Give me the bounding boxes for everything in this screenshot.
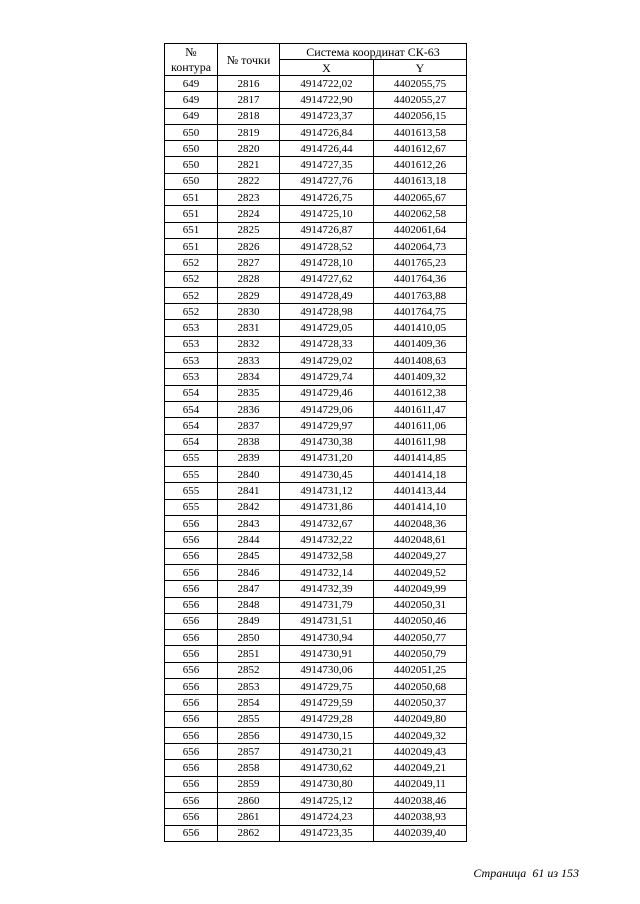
x-coordinate-cell: 4914727,35: [280, 157, 374, 173]
table-row: [165, 173, 467, 189]
x-coordinate-cell: 4914730,62: [280, 760, 374, 776]
coordinates-table: [164, 43, 467, 842]
x-coordinate-cell: 4914732,39: [280, 581, 374, 597]
table-row: [165, 678, 467, 694]
table-row: [165, 597, 467, 613]
point-number-cell: 2819: [218, 124, 280, 140]
table-row: [165, 320, 467, 336]
table-row: [165, 630, 467, 646]
x-coordinate-cell: 4914729,97: [280, 418, 374, 434]
point-number-cell: 2817: [218, 92, 280, 108]
x-header: X: [280, 60, 374, 76]
contour-number-cell: 652: [165, 287, 218, 303]
contour-number-cell: 652: [165, 255, 218, 271]
contour-number-cell: 656: [165, 727, 218, 743]
x-coordinate-cell: 4914730,38: [280, 434, 374, 450]
x-coordinate-cell: 4914729,75: [280, 678, 374, 694]
y-coordinate-cell: 4401409,32: [374, 369, 467, 385]
point-number-cell: 2849: [218, 613, 280, 629]
table-row: [165, 238, 467, 254]
x-coordinate-cell: 4914723,37: [280, 108, 374, 124]
contour-number-cell: 654: [165, 434, 218, 450]
contour-number-cell: 656: [165, 646, 218, 662]
table-row: [165, 450, 467, 466]
y-coordinate-cell: 4401612,67: [374, 141, 467, 157]
point-number-cell: 2858: [218, 760, 280, 776]
x-coordinate-cell: 4914726,44: [280, 141, 374, 157]
point-number-cell: 2840: [218, 467, 280, 483]
table-row: [165, 727, 467, 743]
x-coordinate-cell: 4914730,45: [280, 467, 374, 483]
table-row: [165, 548, 467, 564]
x-coordinate-cell: 4914728,52: [280, 238, 374, 254]
table-row: [165, 532, 467, 548]
y-coordinate-cell: 4402050,37: [374, 695, 467, 711]
point-number-cell: 2825: [218, 222, 280, 238]
y-coordinate-cell: 4401611,98: [374, 434, 467, 450]
y-coordinate-cell: 4401414,18: [374, 467, 467, 483]
y-coordinate-cell: 4402049,21: [374, 760, 467, 776]
point-number-cell: 2844: [218, 532, 280, 548]
table-row: [165, 516, 467, 532]
point-number-cell: 2827: [218, 255, 280, 271]
y-coordinate-cell: 4402050,31: [374, 597, 467, 613]
point-number-cell: 2848: [218, 597, 280, 613]
contour-number-cell: 656: [165, 776, 218, 792]
point-number-header: № точки: [218, 44, 280, 76]
y-coordinate-cell: 4402048,61: [374, 532, 467, 548]
point-number-cell: 2845: [218, 548, 280, 564]
table-row: [165, 255, 467, 271]
y-coordinate-cell: 4401409,36: [374, 336, 467, 352]
table-row: [165, 401, 467, 417]
page-number: 61: [532, 866, 545, 880]
x-coordinate-cell: 4914731,12: [280, 483, 374, 499]
contour-number-cell: 656: [165, 564, 218, 580]
point-number-cell: 2850: [218, 630, 280, 646]
contour-number-cell: 651: [165, 238, 218, 254]
point-number-cell: 2855: [218, 711, 280, 727]
table-row: [165, 613, 467, 629]
table-row: [165, 271, 467, 287]
point-number-cell: 2816: [218, 76, 280, 92]
table-row: [165, 809, 467, 825]
x-coordinate-cell: 4914727,62: [280, 271, 374, 287]
point-number-cell: 2852: [218, 662, 280, 678]
point-number-cell: 2854: [218, 695, 280, 711]
point-number-cell: 2837: [218, 418, 280, 434]
x-coordinate-cell: 4914732,58: [280, 548, 374, 564]
table-row: [165, 662, 467, 678]
y-coordinate-cell: 4401763,88: [374, 287, 467, 303]
contour-number-cell: 652: [165, 304, 218, 320]
point-number-cell: 2820: [218, 141, 280, 157]
y-coordinate-cell: 4402049,43: [374, 744, 467, 760]
y-coordinate-cell: 4402049,32: [374, 727, 467, 743]
contour-number-cell: 650: [165, 173, 218, 189]
contour-number-cell: 656: [165, 662, 218, 678]
y-coordinate-cell: 4401413,44: [374, 483, 467, 499]
table-row: [165, 564, 467, 580]
y-coordinate-cell: 4402065,67: [374, 190, 467, 206]
x-coordinate-cell: 4914726,84: [280, 124, 374, 140]
of-word: из: [547, 866, 558, 880]
page-footer: [473, 866, 579, 881]
y-coordinate-cell: 4402038,93: [374, 809, 467, 825]
y-coordinate-cell: 4402049,99: [374, 581, 467, 597]
x-coordinate-cell: 4914726,87: [280, 222, 374, 238]
y-coordinate-cell: 4402056,15: [374, 108, 467, 124]
contour-number-cell: 656: [165, 613, 218, 629]
table-row: [165, 369, 467, 385]
contour-number-cell: 656: [165, 760, 218, 776]
y-coordinate-cell: 4402055,27: [374, 92, 467, 108]
point-number-cell: 2859: [218, 776, 280, 792]
point-number-cell: 2862: [218, 825, 280, 841]
x-coordinate-cell: 4914730,15: [280, 727, 374, 743]
y-coordinate-cell: 4402061,64: [374, 222, 467, 238]
table-row: [165, 711, 467, 727]
table-row: [165, 287, 467, 303]
contour-number-cell: 651: [165, 190, 218, 206]
x-coordinate-cell: 4914729,59: [280, 695, 374, 711]
y-coordinate-cell: 4402050,68: [374, 678, 467, 694]
contour-number-cell: 655: [165, 483, 218, 499]
table-row: [165, 744, 467, 760]
y-coordinate-cell: 4402055,75: [374, 76, 467, 92]
table-row: [165, 793, 467, 809]
table-row: [165, 776, 467, 792]
contour-number-cell: 655: [165, 450, 218, 466]
contour-number-cell: 656: [165, 630, 218, 646]
contour-number-header: [165, 44, 218, 76]
y-coordinate-cell: 4402050,46: [374, 613, 467, 629]
point-number-cell: 2860: [218, 793, 280, 809]
x-coordinate-cell: 4914722,90: [280, 92, 374, 108]
contour-number-header-line2: контура: [170, 59, 212, 74]
point-number-cell: 2835: [218, 385, 280, 401]
y-coordinate-cell: 4401414,10: [374, 499, 467, 515]
contour-number-cell: 653: [165, 320, 218, 336]
contour-number-cell: 653: [165, 353, 218, 369]
point-number-cell: 2823: [218, 190, 280, 206]
x-coordinate-cell: 4914730,94: [280, 630, 374, 646]
y-coordinate-cell: 4401764,36: [374, 271, 467, 287]
y-coordinate-cell: 4401414,85: [374, 450, 467, 466]
x-coordinate-cell: 4914728,98: [280, 304, 374, 320]
contour-number-cell: 650: [165, 141, 218, 157]
point-number-cell: 2857: [218, 744, 280, 760]
point-number-cell: 2830: [218, 304, 280, 320]
table-row: [165, 92, 467, 108]
table-row: [165, 467, 467, 483]
table-row: [165, 646, 467, 662]
point-number-cell: 2829: [218, 287, 280, 303]
x-coordinate-cell: 4914728,10: [280, 255, 374, 271]
x-coordinate-cell: 4914732,14: [280, 564, 374, 580]
table-body: [165, 76, 467, 842]
y-coordinate-cell: 4402048,36: [374, 516, 467, 532]
table-row: [165, 190, 467, 206]
contour-number-cell: 656: [165, 532, 218, 548]
y-coordinate-cell: 4402039,40: [374, 825, 467, 841]
point-number-cell: 2834: [218, 369, 280, 385]
contour-number-cell: 652: [165, 271, 218, 287]
point-number-cell: 2833: [218, 353, 280, 369]
x-coordinate-cell: 4914732,67: [280, 516, 374, 532]
table-row: [165, 825, 467, 841]
contour-number-cell: 650: [165, 124, 218, 140]
table-row: [165, 304, 467, 320]
contour-number-cell: 649: [165, 92, 218, 108]
table-row: [165, 483, 467, 499]
contour-number-cell: 656: [165, 597, 218, 613]
table-row: [165, 206, 467, 222]
point-number-cell: 2836: [218, 401, 280, 417]
contour-number-cell: 650: [165, 157, 218, 173]
x-coordinate-cell: 4914726,75: [280, 190, 374, 206]
point-number-cell: 2853: [218, 678, 280, 694]
y-coordinate-cell: 4402038,46: [374, 793, 467, 809]
point-number-cell: 2826: [218, 238, 280, 254]
x-coordinate-cell: 4914722,02: [280, 76, 374, 92]
contour-number-cell: 655: [165, 467, 218, 483]
x-coordinate-cell: 4914730,21: [280, 744, 374, 760]
table-header: [165, 44, 467, 76]
y-coordinate-cell: 4402064,73: [374, 238, 467, 254]
contour-number-cell: 649: [165, 76, 218, 92]
y-coordinate-cell: 4402049,80: [374, 711, 467, 727]
point-number-cell: 2818: [218, 108, 280, 124]
page-total: 153: [561, 866, 579, 880]
x-coordinate-cell: 4914728,49: [280, 287, 374, 303]
point-number-cell: 2861: [218, 809, 280, 825]
contour-number-cell: 656: [165, 825, 218, 841]
contour-number-cell: 656: [165, 581, 218, 597]
contour-number-cell: 653: [165, 336, 218, 352]
x-coordinate-cell: 4914729,46: [280, 385, 374, 401]
table-row: [165, 499, 467, 515]
x-coordinate-cell: 4914731,79: [280, 597, 374, 613]
x-coordinate-cell: 4914730,91: [280, 646, 374, 662]
point-number-cell: 2851: [218, 646, 280, 662]
x-coordinate-cell: 4914732,22: [280, 532, 374, 548]
point-number-cell: 2824: [218, 206, 280, 222]
point-number-cell: 2822: [218, 173, 280, 189]
point-number-cell: 2842: [218, 499, 280, 515]
contour-number-cell: 654: [165, 401, 218, 417]
page-word: Страница: [473, 866, 527, 880]
y-coordinate-cell: 4401764,75: [374, 304, 467, 320]
table-row: [165, 385, 467, 401]
x-coordinate-cell: 4914723,35: [280, 825, 374, 841]
coord-system-header: Система координат СК-63: [280, 44, 467, 60]
point-number-cell: 2847: [218, 581, 280, 597]
point-number-cell: 2821: [218, 157, 280, 173]
contour-number-cell: 656: [165, 548, 218, 564]
x-coordinate-cell: 4914730,80: [280, 776, 374, 792]
y-coordinate-cell: 4401765,23: [374, 255, 467, 271]
x-coordinate-cell: 4914731,20: [280, 450, 374, 466]
contour-number-cell: 654: [165, 385, 218, 401]
x-coordinate-cell: 4914729,28: [280, 711, 374, 727]
y-coordinate-cell: 4402051,25: [374, 662, 467, 678]
table-row: [165, 76, 467, 92]
x-coordinate-cell: 4914724,23: [280, 809, 374, 825]
table-row: [165, 336, 467, 352]
table-row: [165, 124, 467, 140]
table-row: [165, 222, 467, 238]
contour-number-header-line1: №: [185, 44, 197, 59]
contour-number-cell: 651: [165, 222, 218, 238]
contour-number-cell: 656: [165, 695, 218, 711]
y-coordinate-cell: 4402049,11: [374, 776, 467, 792]
point-number-cell: 2839: [218, 450, 280, 466]
y-coordinate-cell: 4402050,79: [374, 646, 467, 662]
contour-number-cell: 656: [165, 516, 218, 532]
table-row: [165, 760, 467, 776]
point-number-cell: 2838: [218, 434, 280, 450]
contour-number-cell: 656: [165, 678, 218, 694]
y-coordinate-cell: 4402049,27: [374, 548, 467, 564]
table-row: [165, 353, 467, 369]
contour-number-cell: 654: [165, 418, 218, 434]
y-coordinate-cell: 4402049,52: [374, 564, 467, 580]
y-coordinate-cell: 4401611,47: [374, 401, 467, 417]
y-coordinate-cell: 4402050,77: [374, 630, 467, 646]
point-number-cell: 2832: [218, 336, 280, 352]
x-coordinate-cell: 4914731,86: [280, 499, 374, 515]
table-row: [165, 695, 467, 711]
contour-number-cell: 656: [165, 711, 218, 727]
x-coordinate-cell: 4914729,02: [280, 353, 374, 369]
y-coordinate-cell: 4401410,05: [374, 320, 467, 336]
header-row-1: [165, 44, 467, 60]
y-coordinate-cell: 4401612,26: [374, 157, 467, 173]
y-coordinate-cell: 4401613,58: [374, 124, 467, 140]
x-coordinate-cell: 4914727,76: [280, 173, 374, 189]
x-coordinate-cell: 4914731,51: [280, 613, 374, 629]
x-coordinate-cell: 4914725,12: [280, 793, 374, 809]
table-row: [165, 108, 467, 124]
x-coordinate-cell: 4914729,05: [280, 320, 374, 336]
point-number-cell: 2843: [218, 516, 280, 532]
point-number-cell: 2846: [218, 564, 280, 580]
point-number-cell: 2828: [218, 271, 280, 287]
contour-number-cell: 653: [165, 369, 218, 385]
x-coordinate-cell: 4914730,06: [280, 662, 374, 678]
point-number-cell: 2831: [218, 320, 280, 336]
table-row: [165, 581, 467, 597]
table-row: [165, 141, 467, 157]
table-row: [165, 157, 467, 173]
contour-number-cell: 656: [165, 744, 218, 760]
y-coordinate-cell: 4402062,58: [374, 206, 467, 222]
contour-number-cell: 649: [165, 108, 218, 124]
x-coordinate-cell: 4914729,74: [280, 369, 374, 385]
y-coordinate-cell: 4401611,06: [374, 418, 467, 434]
contour-number-cell: 651: [165, 206, 218, 222]
table-row: [165, 418, 467, 434]
contour-number-cell: 655: [165, 499, 218, 515]
y-coordinate-cell: 4401613,18: [374, 173, 467, 189]
point-number-cell: 2841: [218, 483, 280, 499]
x-coordinate-cell: 4914725,10: [280, 206, 374, 222]
point-number-cell: 2856: [218, 727, 280, 743]
contour-number-cell: 656: [165, 809, 218, 825]
contour-number-cell: 656: [165, 793, 218, 809]
y-coordinate-cell: 4401612,38: [374, 385, 467, 401]
y-coordinate-cell: 4401408,63: [374, 353, 467, 369]
table-row: [165, 434, 467, 450]
y-header: Y: [374, 60, 467, 76]
x-coordinate-cell: 4914729,06: [280, 401, 374, 417]
x-coordinate-cell: 4914728,33: [280, 336, 374, 352]
